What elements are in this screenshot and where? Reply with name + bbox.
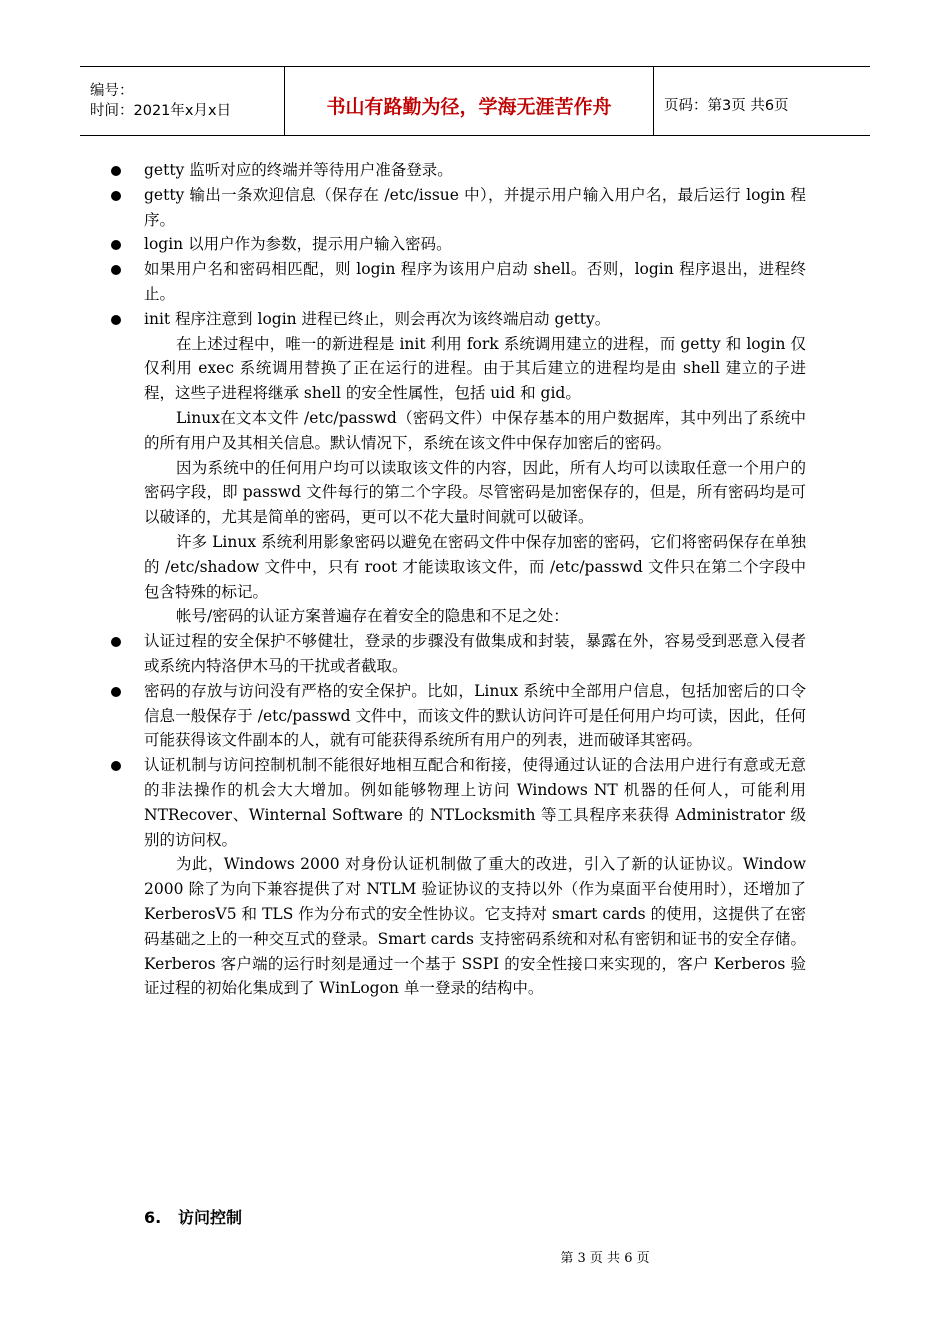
paragraph: 因为系统中的任何用户均可以读取该文件的内容，因此，所有人均可以读取任意一个用户的密码字段，即 passwd 文件每行的第二个字段。尽管密码是加密保存的，但是，所有密码均是可以破译的，尤其是简单的密码，更可以不花大量时间就可以破译。 (144, 458, 806, 527)
section-number: 6. (144, 1208, 162, 1227)
motto-text: 书山有路勤为径，学海无涯苦作舟 (326, 95, 612, 118)
list-item: init 程序注意到 login 进程已终止，则会再次为该终端启动 getty。 (77, 307, 806, 332)
list-item: getty 监听对应的终端并等待用户准备登录。 (77, 158, 806, 183)
page-header (80, 66, 870, 136)
list-item: 密码的存放与访问没有严格的安全保护。比如，Linux 系统中全部用户信息，包括加密后的口令信息一般保存于 /etc/passwd 文件中，而该文件的默认访问许可是任何用户均可读，因此，任何可能获得该文件副本的人，就有可能获得系统所有用户的列表，进而破译其密码。 (77, 679, 806, 753)
paragraph: 帐号/密码的认证方案普遍存在着安全的隐患和不足之处： (176, 607, 569, 626)
list-item: 如果用户名和密码相匹配，则 login 程序为该用户启动 shell。否则，login 程序退出，进程终止。 (77, 257, 806, 307)
document-date: 时间：2021年x月x日 (90, 103, 232, 119)
section-title: 访问控制 (178, 1208, 243, 1227)
paragraph: 在上述过程中，唯一的新进程是 init 利用 fork 系统调用建立的进程，而 getty 和 login 仅仅利用 exec 系统调用替换了正在运行的进程。由于其后建立的进程均是由 shell 建立的子进程，这些子进程将继承 shell 的安全性属性，包括 uid 和 gid。 (144, 334, 806, 403)
paragraph: 为此，Windows 2000 对身份认证机制做了重大的改进，引入了新的认证协议。Window 2000 除了为向下兼容提供了对 NTLM 验证协议的支持以外（作为桌面平台使用时），还增加了 KerberosV5 和 TLS 作为分布式的安全性协议。它支持对 smart cards 的使用，这提供了在密码基础之上的一种交互式的登录。Smart cards 支持密码系统和对私有密钥和证书的安全存储。Kerberos 客户端的运行时刻是通过一个基于 SSPI 的安全性接口来实现的，客户 Kerberos 验证过程的初始化集成到了 WinLogon 单一登录的结构中。 (144, 855, 806, 998)
page-number-label: 页码：第3页 共6页 (664, 97, 789, 114)
page-footer (0, 1247, 950, 1266)
footer-page-number: 第 3 页 共 6 页 (560, 1251, 650, 1266)
header-meta (80, 67, 284, 135)
list-item: 认证过程的安全保护不够健壮，登录的步骤没有做集成和封装，暴露在外，容易受到恶意入侵者或系统内特洛伊木马的干扰或者截取。 (77, 629, 806, 679)
paragraph: 许多 Linux 系统利用影象密码以避免在密码文件中保存加密的密码，它们将密码保存在单独的 /etc/shadow 文件中，只有 root 才能读取该文件，而 /etc/passwd 文件只在第二个字段中包含特殊的标记。 (144, 532, 806, 601)
list-item: getty 输出一条欢迎信息（保存在 /etc/issue 中），并提示用户输入用户名，最后运行 login 程序。 (77, 183, 806, 233)
document-code: 编号： (90, 83, 134, 99)
paragraph: Linux在文本文件 /etc/passwd（密码文件）中保存基本的用户数据库，其中列出了系统中的所有用户及其相关信息。默认情况下，系统在该文件中保存加密后的密码。 (144, 408, 806, 452)
header-page (654, 67, 870, 135)
list-item: 认证机制与访问控制机制不能很好地相互配合和衔接，使得通过认证的合法用户进行有意或无意的非法操作的机会大大增加。例如能够物理上访问 Windows NT 机器的任何人，可能利用 NTRecover、Winternal Software 的 NTLocksmith 等工具程序来获得 Administrator 级别的访问权。 (77, 753, 806, 852)
document-body (144, 158, 806, 1001)
section-heading (144, 1205, 242, 1228)
header-motto (284, 67, 654, 135)
list-item: login 以用户作为参数，提示用户输入密码。 (77, 232, 806, 257)
